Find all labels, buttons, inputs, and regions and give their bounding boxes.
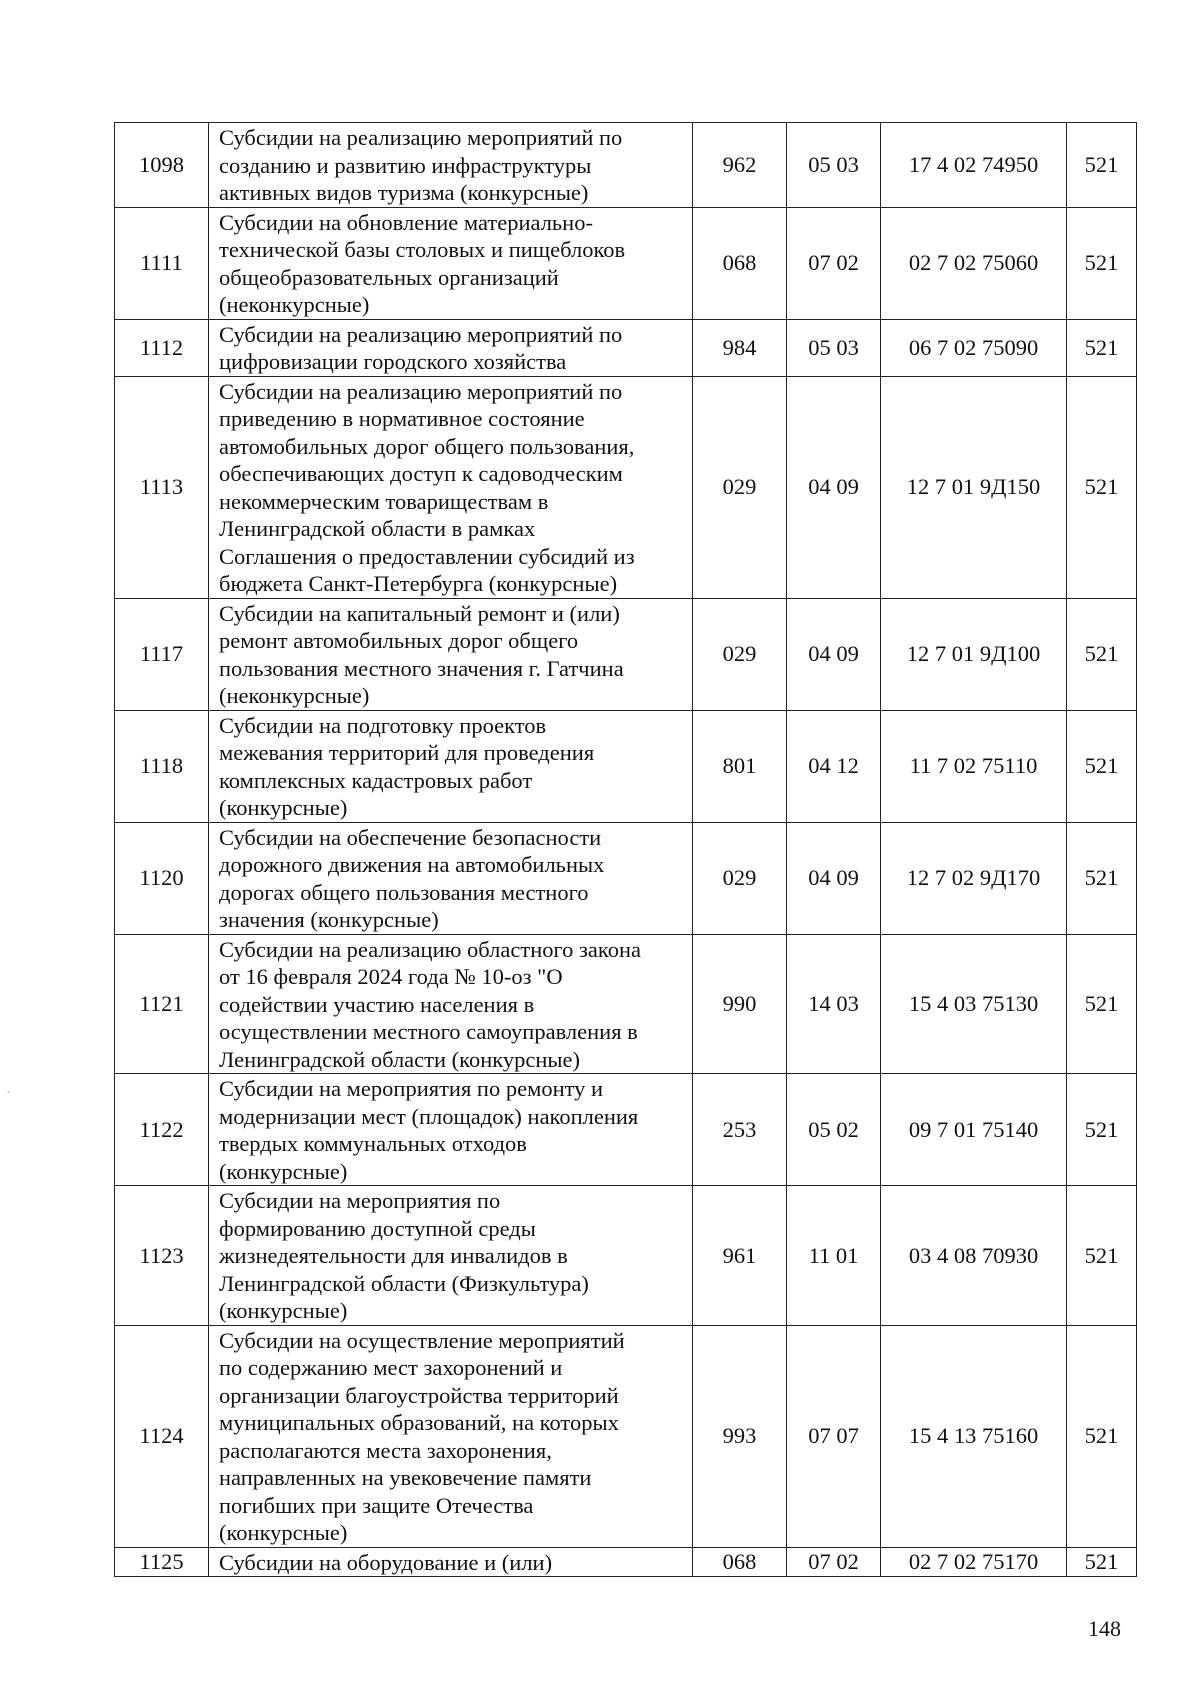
cell-vr: 521: [1067, 319, 1137, 376]
cell-grbs: 993: [693, 1325, 787, 1547]
cell-code: 1125: [115, 1547, 209, 1577]
cell-code: 1123: [115, 1186, 209, 1326]
cell-name: Субсидии на подготовку проектов межевания территорий для проведения комплексных кадастровых работ (конкурсные): [209, 710, 693, 822]
cell-csr: 09 7 01 75140: [881, 1074, 1067, 1186]
table-row: [115, 319, 1137, 376]
cell-grbs: 029: [693, 376, 787, 598]
table-row: [115, 1186, 1137, 1326]
cell-code: 1118: [115, 710, 209, 822]
table-row: [115, 376, 1137, 598]
cell-grbs: 253: [693, 1074, 787, 1186]
cell-name: Субсидии на оборудование и (или): [209, 1547, 693, 1577]
cell-grbs: 068: [693, 1547, 787, 1577]
cell-vr: 521: [1067, 822, 1137, 934]
cell-section: 04 09: [787, 822, 881, 934]
cell-code: 1113: [115, 376, 209, 598]
cell-section: 07 02: [787, 207, 881, 319]
cell-vr: 521: [1067, 1074, 1137, 1186]
cell-vr: 521: [1067, 1547, 1137, 1577]
cell-code: 1098: [115, 123, 209, 208]
cell-name: Субсидии на мероприятия по формированию доступной среды жизнедеятельности для инвалидов в Ленинградской области (Физкультура) (конкурсные): [209, 1186, 693, 1326]
cell-section: 04 09: [787, 598, 881, 710]
cell-name: Субсидии на реализацию мероприятий по цифровизации городского хозяйства: [209, 319, 693, 376]
cell-csr: 11 7 02 75110: [881, 710, 1067, 822]
scan-artifact: ·: [6, 1086, 11, 1101]
cell-name: Субсидии на капитальный ремонт и (или) ремонт автомобильных дорог общего пользования местного значения г. Гатчина (неконкурсные): [209, 598, 693, 710]
cell-section: 04 12: [787, 710, 881, 822]
cell-grbs: 984: [693, 319, 787, 376]
table-row: [115, 822, 1137, 934]
cell-section: 07 07: [787, 1325, 881, 1547]
cell-csr: 12 7 01 9Д100: [881, 598, 1067, 710]
table-row: [115, 1074, 1137, 1186]
cell-section: 05 03: [787, 319, 881, 376]
cell-csr: 02 7 02 75060: [881, 207, 1067, 319]
cell-code: 1111: [115, 207, 209, 319]
cell-code: 1121: [115, 934, 209, 1074]
cell-grbs: 801: [693, 710, 787, 822]
cell-section: 14 03: [787, 934, 881, 1074]
budget-table: [114, 122, 1137, 1577]
cell-name: Субсидии на осуществление мероприятий по содержанию мест захоронений и организации благоустройства территорий муниципальных образований, на которых располагаются места захоронения, направленных на увековечение памяти погибших при защите Отечества (конкурсные): [209, 1325, 693, 1547]
cell-section: 07 02: [787, 1547, 881, 1577]
cell-vr: 521: [1067, 934, 1137, 1074]
table-row: [115, 934, 1137, 1074]
cell-vr: 521: [1067, 598, 1137, 710]
cell-grbs: 961: [693, 1186, 787, 1326]
cell-name: Субсидии на реализацию мероприятий по созданию и развитию инфраструктуры активных видов туризма (конкурсные): [209, 123, 693, 208]
cell-code: 1124: [115, 1325, 209, 1547]
cell-vr: 521: [1067, 123, 1137, 208]
cell-code: 1122: [115, 1074, 209, 1186]
cell-code: 1117: [115, 598, 209, 710]
cell-vr: 521: [1067, 710, 1137, 822]
cell-grbs: 068: [693, 207, 787, 319]
cell-section: 05 02: [787, 1074, 881, 1186]
table-row: [115, 598, 1137, 710]
cell-section: 11 01: [787, 1186, 881, 1326]
cell-code: 1112: [115, 319, 209, 376]
cell-csr: 12 7 02 9Д170: [881, 822, 1067, 934]
cell-name: Субсидии на реализацию областного закона от 16 февраля 2024 года № 10-оз "О содействии участию населения в осуществлении местного самоуправления в Ленинградской области (конкурсные): [209, 934, 693, 1074]
table-row: [115, 710, 1137, 822]
cell-csr: 12 7 01 9Д150: [881, 376, 1067, 598]
cell-grbs: 962: [693, 123, 787, 208]
cell-vr: 521: [1067, 1325, 1137, 1547]
cell-grbs: 029: [693, 598, 787, 710]
page-number: 148: [1088, 1616, 1121, 1641]
table-row: [115, 207, 1137, 319]
cell-csr: 17 4 02 74950: [881, 123, 1067, 208]
cell-name: Субсидии на обеспечение безопасности дорожного движения на автомобильных дорогах общего пользования местного значения (конкурсные): [209, 822, 693, 934]
cell-csr: 15 4 03 75130: [881, 934, 1067, 1074]
cell-vr: 521: [1067, 1186, 1137, 1326]
cell-csr: 15 4 13 75160: [881, 1325, 1067, 1547]
cell-name: Субсидии на реализацию мероприятий по приведению в нормативное состояние автомобильных дорог общего пользования, обеспечивающих доступ к садоводческим некоммерческим товариществам в Ленинградской области в рамках Соглашения о предоставлении субсидий из бюджета Санкт-Петербурга (конкурсные): [209, 376, 693, 598]
cell-name: Субсидии на обновление материально- технической базы столовых и пищеблоков общеобразовательных организаций (неконкурсные): [209, 207, 693, 319]
cell-vr: 521: [1067, 207, 1137, 319]
cell-code: 1120: [115, 822, 209, 934]
cell-vr: 521: [1067, 376, 1137, 598]
cell-grbs: 990: [693, 934, 787, 1074]
cell-csr: 03 4 08 70930: [881, 1186, 1067, 1326]
cell-csr: 06 7 02 75090: [881, 319, 1067, 376]
cell-name: Субсидии на мероприятия по ремонту и модернизации мест (площадок) накопления твердых коммунальных отходов (конкурсные): [209, 1074, 693, 1186]
cell-grbs: 029: [693, 822, 787, 934]
table-row: [115, 1547, 1137, 1577]
cell-section: 04 09: [787, 376, 881, 598]
table-row: [115, 1325, 1137, 1547]
cell-section: 05 03: [787, 123, 881, 208]
table-row: [115, 123, 1137, 208]
table-body: [115, 123, 1137, 1577]
cell-csr: 02 7 02 75170: [881, 1547, 1067, 1577]
